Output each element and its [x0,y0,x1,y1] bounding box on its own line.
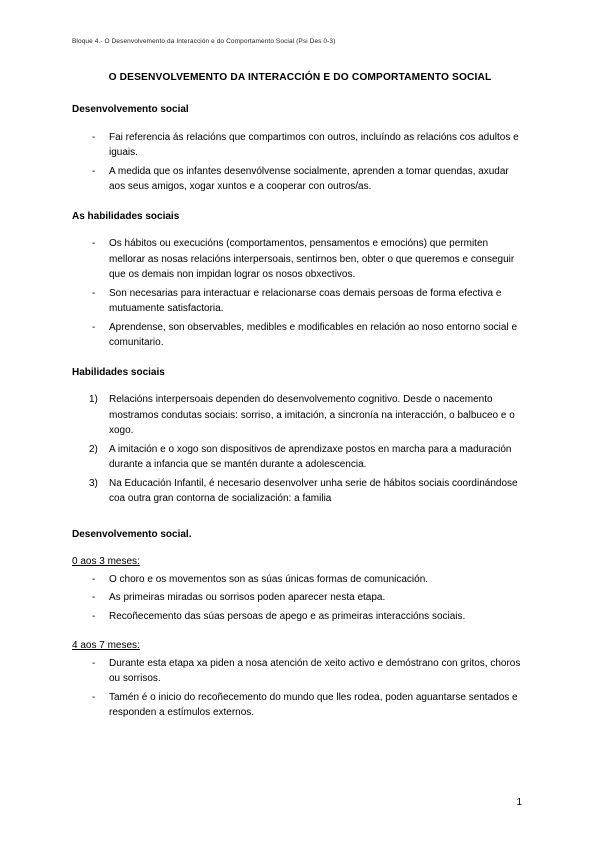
document-body [72,102,524,735]
list-item: 1) Relacións interpersoais dependen do desenvolvemento cognitivo. Desde o nacemento mostramos condutas sociais: sorriso, a imitación, a sincronía na interacción, o balbuceo e o xogo. [89,394,515,436]
list-item: - A medida que os infantes desenvólvense socialmente, aprenden a tomar quendas, axudar aos seus amigos, xogar xuntos e a cooperar con outros/as. [92,165,509,192]
list-item: - Son necesarias para interactuar e relacionarse coas demais persoas de forma efectiva e mutuamente satisfactoria. [92,287,502,314]
list-number: 1) [89,394,98,405]
running-header: Bloque 4.- O Desenvolvemento da Interacción e do Comportamento Social (Psi Des 0-3) [72,38,336,45]
document-title: O DESENVOLVEMENTO DA INTERACCIÓN E DO COMPORTAMENTO SOCIAL [108,72,492,83]
bullet-marker: - [92,165,96,177]
list-item: - As primeiras miradas ou sorrisos poden aparecer nesta etapa. [72,590,524,606]
bullet-marker: - [92,573,96,585]
list-item: - Durante esta etapa xa piden a nosa atención de xeito activo e demóstrano con gritos, choros ou sorrisos. [92,657,521,684]
list-number: 2) [89,443,98,455]
list-item: - Recoñecemento das súas persoas de apego e as primeiras interaccións sociais. [72,609,524,625]
bullet-marker: - [92,131,96,143]
list-item: - O choro e os movementos son as súas únicas formas de comunicación. [72,572,524,588]
bullet-marker: - [92,321,96,333]
bullet-marker: - [92,691,96,703]
bullet-marker: - [92,592,96,603]
subheading-4-7-months: 4 aos 7 meses: [72,640,140,651]
list-item: - Aprendense, son observables, medibles e modificables en relación ao noso entorno social e comunitario. [92,321,518,348]
list-item: - Fai referencia ás relacións que compartimos con outros, incluíndo as relacións cos adultos e iguais. [92,131,519,158]
bullet-list [72,572,524,625]
bullet-marker: - [92,610,96,622]
section-heading-desenvolvemento-social: Desenvolvemento social [72,104,189,115]
section-heading-desenvolvemento-social-stages: Desenvolvemento social. [72,528,192,540]
bullet-marker: - [92,657,96,669]
section-heading-habilidades-sociais-numbered: Habilidades sociais [72,366,165,378]
page-number: 1 [516,797,522,808]
bullet-marker: - [92,238,96,249]
bullet-list [72,656,524,721]
bullet-list [72,236,524,351]
list-item: 3) Na Educación Infantil, é necesario desenvolver unha serie de hábitos sociais coordinándose coa outra gran contorna de socialización: a familia [89,477,518,504]
section-heading-habilidades-sociais: As habilidades sociais [72,210,180,222]
bullet-list [72,130,524,195]
subheading-0-3-months: 0 aos 3 meses: [72,556,140,567]
list-item: 2) A imitación e o xogo son dispositivos de aprendizaxe postos en marcha para a maduración durante a infancia que se mantén durante a adolescencia. [89,443,512,470]
list-item: - Tamén é o inicio do recoñecemento do mundo que lles rodea, poden aguantarse sentados e responden a estímulos externos. [92,691,518,718]
bullet-marker: - [92,287,96,299]
list-item: - Os hábitos ou execucións (comportamentos, pensamentos e emocións) que permiten mellorar as nosas relacións interpersoais, sentirnos ben, obter o que queremos e conseguir que os demais non impidan lograr os nosos obxectivos. [92,238,515,280]
numbered-list [72,392,524,507]
list-number: 3) [89,477,98,489]
